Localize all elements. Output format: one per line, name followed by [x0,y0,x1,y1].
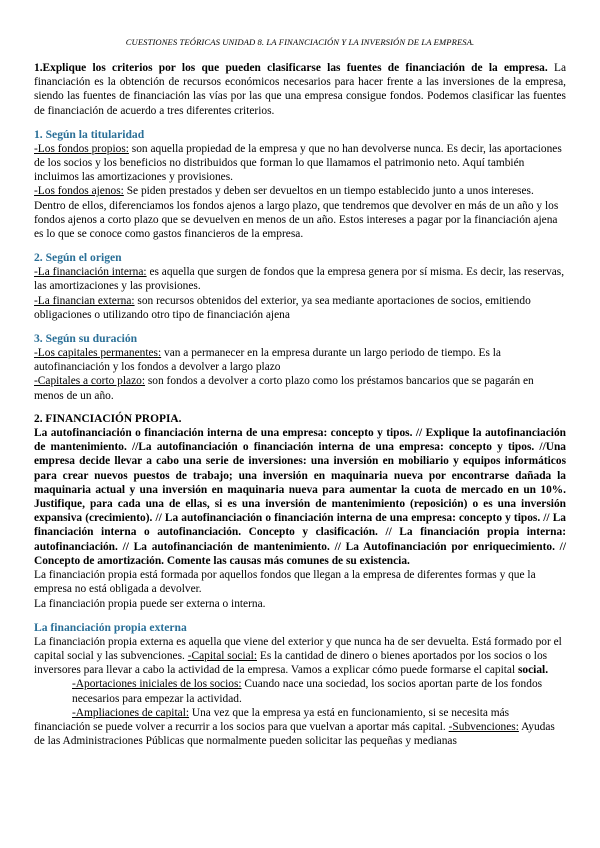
sec3-item-1 [34,346,566,374]
term: -La financian externa: [34,294,135,307]
definition: van a permanecer en la empresa durante un largo periodo de tiempo. Es la autofinanciación y los fondos a devolver a largo plazo [34,347,501,374]
sec2-item-2 [34,294,566,322]
term: -Aportaciones iniciales de los socios: [72,678,242,691]
definition: Se piden prestados y deben ser devueltos en un tiempo establecido junto a unos intereses. Dentro de ellos, diferenciamos los fondos ajenos a largo plazo, que tendremos que devolver en más de un año y los fondos ajenos a corto plazo que se devuelven en menos de un año. Estos intereses a pagar por la financiación ajena es lo que se conoce como gastos financieros de la empresa. [34,185,559,241]
definition: son recursos obtenidos del exterior, ya sea mediante aportaciones de socios, emitiendo obligaciones o utilizando otro tipo de financiación ajena [34,294,531,321]
definition: Ayudas de las Administraciones Públicas que normalmente pueden solicitar las pequeñas y medianas [34,720,555,748]
term: -Capitales a corto plazo: [34,375,146,388]
part-2-paragraph-1: La financiación propia está formada por aquellos fondos que llegan a la empresa de diferentes formas y que la empresa no está obligada a devolver. [34,569,536,596]
part-2-paragraph-2: La financiación propia puede ser externa o interna. [34,597,266,610]
sec2-item-1 [34,265,566,293]
term: -Capital social: [187,649,258,662]
sec1-item-1 [34,142,566,185]
part-2-questions: La autofinanciación o financiación interna de una empresa: concepto y tipos. // Explique la autofinanciación de mantenimiento. //La autofinanciación o financiación interna de una empresa: concepto y tipos. //Una empresa decide llevar a cabo una serie de inversiones: una inversión en mobiliario y equipos informáticos para crear nuevos puestos de trabajo; una inversión en maquinaria nueva por encontrarse dañada la maquinaria actual y una inversión en maquinaria nueva para aumentar la cuota de mercado en un 10%. Justifique, para cada una de ellas, si es una inversión de mantenimiento (reposición) o es una inversión expansiva (crecimiento). // La autofinanciación o financiación interna de una empresa: concepto y tipos. // La financiación interna o autofinanciación. Concepto y clasificación. // La financiación propia interna: autofinanciación. // La autofinanciación de mantenimiento. // La Autofinanciación por enriquecimiento. // Concepto de amortización. Comente las causas más comunes de su existencia. [34,427,566,567]
intro-paragraph [34,61,566,118]
term: -Subvenciones: [448,720,519,733]
term: -Ampliaciones de capital: [72,706,190,719]
term: -Los fondos ajenos: [34,185,124,198]
bold-word: social. [518,664,549,677]
part-2-title: 2. FINANCIACIÓN PROPIA. [34,412,182,425]
definition: Cuando nace una sociedad, los socios aportan parte de los fondos necesarios para empezar la actividad. [72,678,543,705]
intro-text: La financiación es la obtención de recursos económicos necesarios para hacer frente a las inversiones de la empresa, siendo las fuentes de financiación las vías por las que una empresa consigue fondos. Podemos clasificar las fuentes de financiación de acuerdo a tres diferentes criterios. [34,62,566,117]
external-financing-paragraph [34,635,566,678]
definition: es aquella que surgen de fondos que la empresa genera por sí misma. Es decir, las reservas, las amortizaciones y las provisiones. [34,266,565,293]
term: -Los capitales permanentes: [34,347,162,360]
external-financing-title: La financiación propia externa [34,620,187,634]
ext-intro: La financiación propia externa es aquella que viene del exterior y que nunca ha de ser devuelta. Está formado por el capital social y las subvenciones. [34,635,562,662]
document-body [34,61,566,748]
sec3-item-2 [34,374,566,402]
definition: Es la cantidad de dinero o bienes aportados por los socios o los inversores para llevar a cabo la actividad de la empresa. Vamos a explicar cómo puede formarse el capital [34,649,548,677]
definition: Una vez que la empresa ya está en funcionamiento, si se necesita más financiación se puede volver a recurrir a los socios para que vuelvan a aportar más capital. [34,706,510,733]
sec1-item-2 [34,184,566,241]
intro-question: 1.Explique los criterios por los que pueden clasificarse las fuentes de financiación de la empresa. [34,62,548,74]
initial-contributions-item [34,677,566,705]
page-header: CUESTIONES TEÓRICAS UNIDAD 8. LA FINANCIACIÓN Y LA INVERSIÓN DE LA EMPRESA. [125,37,475,47]
definition: son aquella propiedad de la empresa y que no han devolverse nunca. Es decir, las aportaciones de los socios y los beneficios no distribuidos que forman lo que llamamos el patrimonio neto. Aquí también incluimos las amortizaciones y provisiones. [34,142,562,184]
section-3-title: 3. Según su duración [34,332,138,346]
section-2-title: 2. Según el origen [34,251,122,265]
term: -Los fondos propios: [34,142,129,155]
definition: son fondos a devolver a corto plazo como los préstamos bancarios que se pagarán en menos de un año. [34,375,534,402]
term: -La financiación interna: [34,266,147,279]
section-1-title: 1. Según la titularidad [34,127,145,141]
capital-increases-item [34,706,566,749]
